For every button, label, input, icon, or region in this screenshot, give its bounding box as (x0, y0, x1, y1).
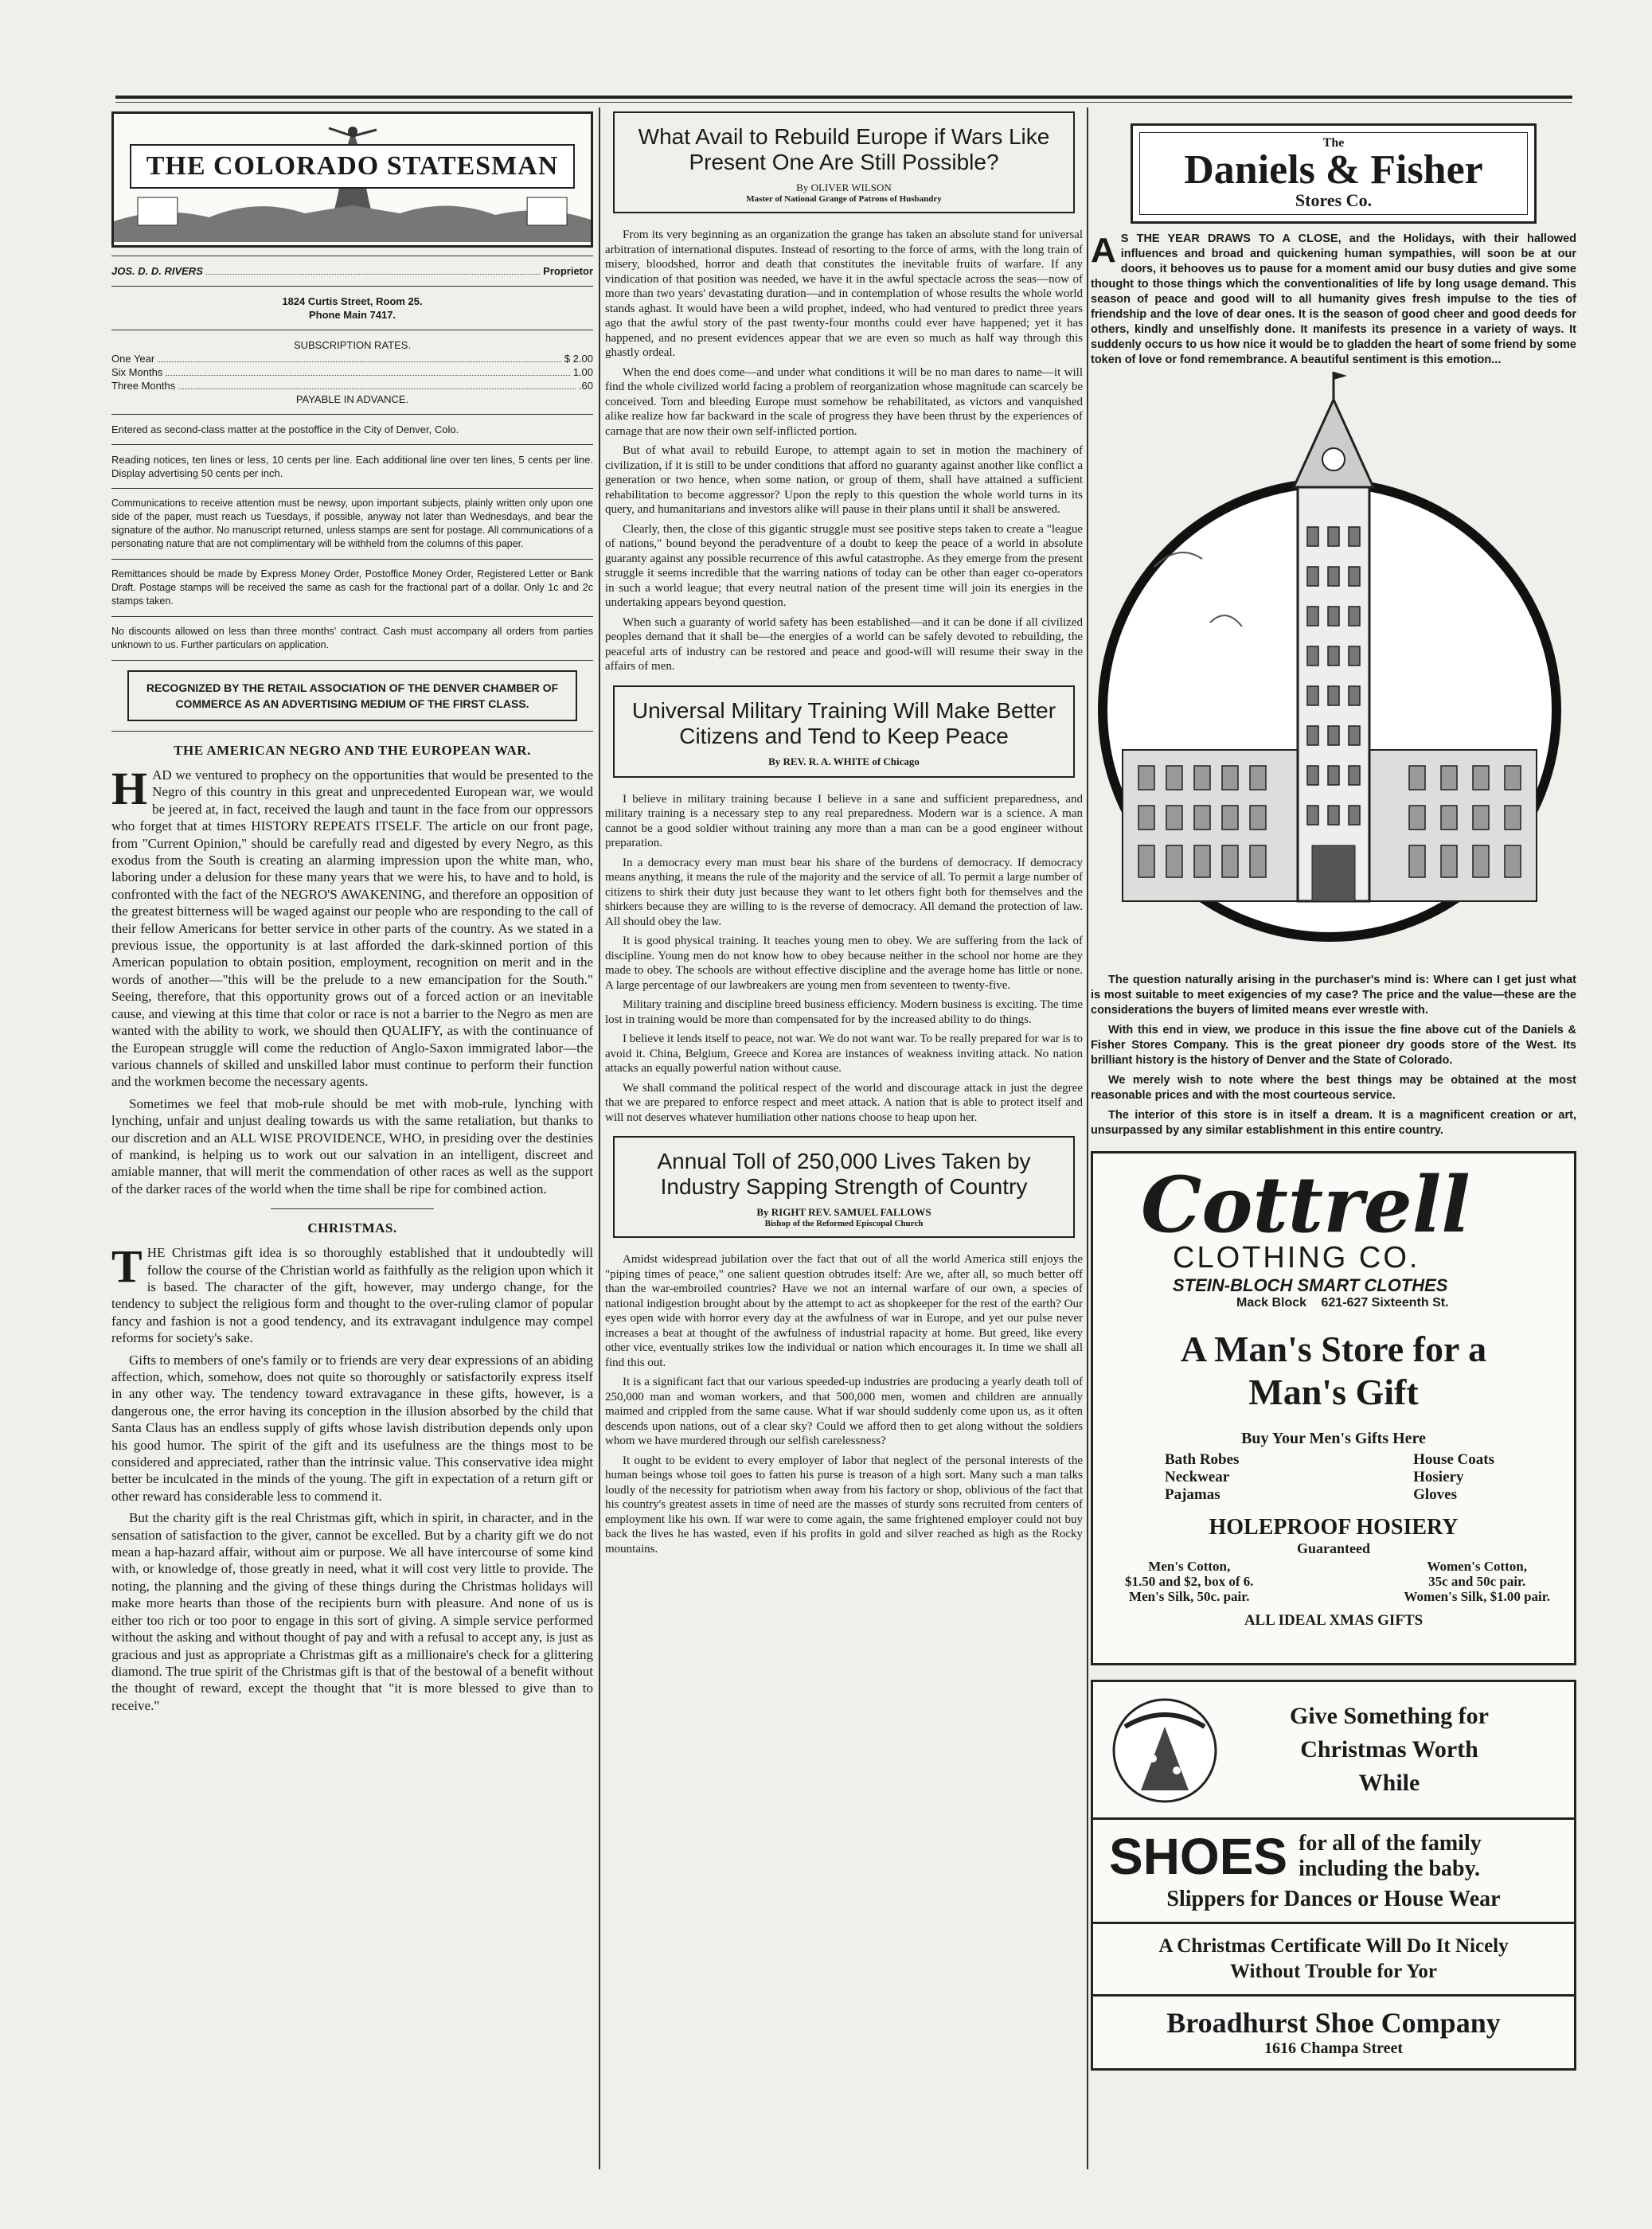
article-paragraph: Clearly, then, the close of this gigantic struggle must see positive steps taken to create a "league of nations," bound beyond the peradventure of a doubt to keep the peace of a world in absolute guaranty against any possible recurrence of this awful catastrophe. As they emerge from the present struggle it seems incredible that the warring nations of today can be other than eager co-operators in such a world league; that every neutral nation of the present time will join its energies in the undertaking appears beyond question. (605, 522, 1083, 609)
ad-paragraph: With this end in view, we produce in this issue the fine above cut of the Daniels & Fisher Stores Company. This is the great pioneer dry goods store of the West. Its brilliant history is the history of Denver and the State of Colorado. (1091, 1024, 1576, 1067)
article-paragraph: Amidst widespread jubilation over the fact that out of all the world America still enjoys the "piping times of peace," one salient question obtrudes itself: Are we, after all, so much better off than the war-embroiled countries? Have we not an internal warfare of our own, a species of national indigestion brought about by the attempt to act as shopkeeper for the rest of the earth? Our eyes open wide with horror every day at the awfulness of war in Europe, and yet our pulse never increases a beat at thought of the awfulness of industrial rapacity at home. But greed, like every other vice, eventually strikes low the individual or nation which encourages it. In time we shall all find this out. (605, 1253, 1083, 1369)
article-paragraph: But the charity gift is the real Christmas gift, which in spirit, in character, and in the sensation of satisfaction to the giver, cannot be excelled. But by a charity gift we do not mean a hap-hazard affair, without aim or purpose. We all have intercourse of some kind with, or knowledge of, those greatly in need, what it will cost very little to provide. The noting, the planning and the giving of these things during the Christmas holidays will make more hearts than those of the recipients burn with pleasure. And none of us is either too rich or too poor to engage in this sort of giving. A simple service performed without the asking and without thought of pay and with a refusal to accept any, is just as gracious and just as appropriate a Christmas gift as a millionaire's check for a glittering diamond. The true spirit of the Christmas gift is that of the bestowal of a benefit without the thought of reward, except the thought that "it is more blessed to give than to receive." (111, 1510, 593, 1713)
headline: Annual Toll of 250,000 Lives Taken by Industry Sapping Strength of Country (657, 1149, 1031, 1199)
payable-notice: PAYABLE IN ADVANCE. (295, 393, 409, 405)
column-divider (599, 107, 600, 2169)
article-paragraph: When the end does come—and under what conditions it will be no man dares to name—it will find the whole civilized world facing a problem of reorganization whose magnitude can scarcely be conceived. Torn and bleeding Europe must somehow be rehabilitated, as victors and vanquished alike realize how far backward in the scale of progress they have been thrust by the experiences of carnage that are now their own self-inflicted portion. (605, 365, 1083, 438)
proprietor-name: JOS. D. D. RIVERS (111, 265, 203, 277)
gift-item: Neckwear (1165, 1469, 1230, 1485)
column-divider (1087, 107, 1088, 2169)
article-paragraph: It is a significant fact that our various speeded-up industries are producing a yearly death toll of 250,000 man and woman workers, and that 500,000 men, women and children are annually maimed and crippled from the same cause. What if war should suddenly come upon us, as it often descends upon nations, out of a clear sky? Could we afford then to get along without the soldiers whom we have murdered through our selfish carelessness? (605, 1376, 1083, 1447)
subscription-row (111, 365, 593, 379)
headline: What Avail to Rebuild Europe if Wars Like Present One Are Still Possible? (638, 124, 1050, 174)
article-title: THE AMERICAN NEGRO AND THE EUROPEAN WAR. (174, 743, 531, 758)
masthead (111, 111, 593, 248)
broadhurst-ad (1091, 1680, 1576, 2071)
subscription-label: Six Months (111, 366, 163, 378)
cottrell-address: 621-627 Sixteenth St. (1321, 1296, 1449, 1310)
headline: Universal Military Training Will Make Better Citizens and Tend to Keep Peace (631, 697, 1056, 748)
masthead-title: THE COLORADO STATESMAN (130, 144, 575, 189)
cottrell-ad (1091, 1151, 1576, 1665)
cottrell-mack: Mack Block (1236, 1296, 1307, 1310)
subscription-rates (111, 352, 593, 392)
family-line: including the baby. (1299, 1856, 1481, 1881)
give-line: While (1358, 1770, 1420, 1796)
subscription-label: One Year (111, 353, 155, 365)
subscription-row (111, 379, 593, 392)
shoes-title: SHOES (1109, 1828, 1288, 1885)
subscription-price: $ 2.00 (564, 353, 593, 365)
daniels-logo (1131, 123, 1537, 224)
address: 1824 Curtis Street, Room 25. (282, 295, 423, 307)
mens-silk: Men's Silk, 50c. pair. (1129, 1589, 1250, 1604)
cottrell-headline: A Man's Store for a (1180, 1329, 1487, 1369)
mens-cotton: Men's Cotton, (1148, 1559, 1231, 1574)
discounts-notice: No discounts allowed on less than three months' contract. Cash must accompany all orders from parties unknown to us. Further particulars on application. (111, 626, 593, 650)
hosiery-guaranteed: Guaranteed (1297, 1540, 1370, 1556)
cottrell-footer: ALL IDEAL XMAS GIFTS (1244, 1612, 1424, 1629)
cottrell-headline: Man's Gift (1248, 1372, 1419, 1412)
byline: By RIGHT REV. SAMUEL FALLOWS (756, 1206, 931, 1218)
proprietor-label: Proprietor (543, 265, 593, 277)
give-line: Christmas Worth (1300, 1736, 1478, 1763)
christmas-wreath-icon (1109, 1695, 1220, 1806)
family-line: for all of the family (1299, 1831, 1482, 1856)
cottrell-items-left (1165, 1451, 1239, 1504)
store-tower-illustration (1091, 368, 1568, 973)
byline-affiliation: Bishop of the Reformed Episcopal Church (764, 1219, 924, 1228)
subscription-price: 1.00 (572, 366, 593, 378)
article-paragraph: I believe it lends itself to peace, not war. We do not want war. To be really prepared for war is to avoid it. China, Belgium, Greece and Korea are instances of weakness inviting attack. No nation attacks an equally powerful nation without cause. (605, 1033, 1083, 1075)
mens-price: $1.50 and $2, box of 6. (1125, 1574, 1254, 1589)
top-rule-thin (115, 102, 1572, 103)
subscription-row (111, 352, 593, 365)
article-paragraph: Military training and discipline breed business efficiency. Modern business is exciting. The time lost in training would be more than compensated for by the increased ability to do things. (605, 998, 1083, 1026)
cottrell-buy: Buy Your Men's Gifts Here (1241, 1430, 1426, 1447)
communications-notice: Communications to receive attention must be newsy, upon important subjects, plainly written only upon one side of the paper, must reach us Tuesdays, if possible, anyway not later than Wednesdays, and bear the signature of the author. No manuscript returned, unless stamps are sent for postage. All communications of a personating nature that are not complimentary will be withheld from the columns of this paper. (111, 498, 593, 549)
top-rule (115, 96, 1572, 99)
logo-name: Daniels & Fisher (1184, 147, 1483, 193)
gift-item: Hosiery (1413, 1469, 1464, 1485)
headline-box (613, 111, 1075, 213)
article-paragraph: HE Christmas gift idea is so thoroughly established that it undoubtedly will follow the course of the Christian world as faithfully as the religion upon which it is based. The character of the gift, however, may undergo change, for the tendency to subject the religious form and thought to the over-ruling clamor of popular fancy and fashion is not a good tendency, and its extravagant indulgence may compel reforms for society's sake. (111, 1245, 593, 1346)
headline-box (613, 685, 1075, 778)
give-line: Give Something for (1290, 1703, 1489, 1729)
article-paragraph: It is good physical training. It teaches young men to obey. We are suffering from the lack of discipline. Young men do not know how to obey because neither in the school nor home are they made to obey. The schools are without effective discipline and the average home has little or none. A large percentage of our lawbreakers are young men from seventeen to twenty-five. (605, 935, 1083, 992)
article-paragraph: But of what avail to rebuild Europe, to attempt again to set in motion the machinery of civilization, if it is still to be under conditions that afford no guaranty against another like conflict a generation or two hence, when some nation, or group of them, shall have attained a sufficient rehabilitation to become aggressor? Upon the reply to this question the whole world turns in its query, and humanitarians and investors alike will pause in their plans until it shall be answered. (605, 444, 1083, 516)
dropcap: A (1091, 231, 1116, 270)
dropcap: T (111, 1240, 143, 1293)
gift-item: Bath Robes (1165, 1451, 1240, 1468)
recognized-box: RECOGNIZED BY THE RETAIL ASSOCIATION OF THE DENVER CHAMBER OF COMMERCE AS AN ADVERTISING MEDIUM OF THE FIRST CLASS. (127, 670, 577, 721)
subscription-label: Three Months (111, 380, 176, 392)
gift-item: Gloves (1413, 1486, 1458, 1503)
article-paragraph: When such a guaranty of world safety has been established—and it can be done if all civilized peoples demand that it shall be—the energies of a world can be safely devoted to rebuilding, the peaceful arts of industry can be restored and peace and good-will will resume their sway in the affairs of men. (605, 615, 1083, 673)
article-paragraph: AD we ventured to prophecy on the opportunities that would be presented to the Negro of this country in this great and unprecedented European war, we would be jeered at, in fact, received the laugh and taunt in the face from our oppressors who forget that at times HISTORY REPEATS ITSELF. The article on our front page, from "Current Opinion," should be carefully read and digested by every Negro, as this exodus from the South is creating an alarming impression upon the white man, who, laboring under a delusion for these many years that we were his, to have and to hold, is confronted with the fact of the NEGRO'S AWAKENING, and therefore an opposition of the greatest bitterness will be waged against our people who are responding to the call of their fellow Americans for better service in other parts of the country. As we stated in a previous issue, the opportunity is at last afforded the dark-skinned portion of this American population to obtain position, employment, recognition on merit and in the words of another—"this will be the prelude to a new emancipation for the South." Seeing, therefore, that this opportunity grows out of a forced action or an inevitable cause, and viewing at this time that color or race is not a barrier to the Negro as men are wanted with the ability to work, we should then QUALIFY, as with the continuance of the European struggle will come the reduction of Anglo-Saxon immigrated labor—the various channels of skilled and unskilled labor must continue to perform their function and the workmen become the necessary agents. (111, 767, 593, 1090)
article-paragraph: Gifts to members of one's family or to friends are very dear expressions of an abiding affection, which, somehow, does not quite so thoroughly or satisfactorily express itself in any other way. The tendency toward extravagance in these gifts, however, is a dangerous one, the error having its conception in the illusion absorbed by the child that Santa Claus has an endless supply of gifts whose lavish distribution depends only upon his good humor. The spirit of the gift and its usefulness are the things most to be considered and appreciated, rather than the intrinsic value. This conservative idea might better be inculcated in the minds of the young. The gift in expectation of a return gift or other reward has considerable less to commend it. (111, 1352, 593, 1504)
logo-the: The (1322, 136, 1345, 150)
article-title: CHRISTMAS. (307, 1220, 397, 1236)
headline-box (613, 1136, 1075, 1238)
cottrell-logo: Cottrell (1141, 1160, 1470, 1250)
slippers-line: Slippers for Dances or House Wear (1166, 1887, 1501, 1911)
column-middle (605, 111, 1083, 1561)
ad-paragraph: The interior of this store is in itself a dream. It is a magnificent creation or art, unsurpassed by any similar establishment in this entire country. (1091, 1109, 1576, 1137)
daniels-fisher-ad (1091, 123, 1576, 1138)
masthead-scenery-icon (114, 189, 591, 242)
column-left (111, 111, 593, 1719)
article-paragraph: It ought to be evident to every employer of labor that neglect of the personal interests of the human beings whose toil goes to fatten his purse is treason of a high sort. Many such a man talks loudly of the necessity for patriotism when away from his factory or shop, oblivious of the fact that his country's greatest assets in time of need are the masses of sturdy sons recruited from centers of employment like his own. If war were to come again, the same frightened employer could not buy back the lives he has wasted, even if his profits in gold and silver reached as high as the Rocky mountains. (605, 1454, 1083, 1556)
womens-cotton: Women's Cotton, (1427, 1559, 1528, 1574)
womens-price: 35c and 50c pair. (1428, 1574, 1526, 1589)
subscription-heading: SUBSCRIPTION RATES. (293, 339, 412, 351)
article-paragraph: Sometimes we feel that mob-rule should be met with mob-rule, lynching with lynching, unfair and unjust dealing towards us with the same retaliation, but thanks to our discretion and an ALL WISE PROVIDENCE, WHO, in presiding over the destinies of mankind, is helping us to work out our salvation in an intelligent, discreet and amiable manner, that will merit the commendation of other races as well as the support of the darker races of the world when the time shall be ripe for combined action. (111, 1095, 593, 1196)
gift-item: House Coats (1413, 1451, 1494, 1468)
womens-silk: Women's Silk, $1.00 pair. (1404, 1589, 1550, 1604)
logo-stores: Stores Co. (1295, 190, 1373, 210)
certificate-line: A Christmas Certificate Will Do It Nicely (1158, 1935, 1509, 1957)
cottrell-items-right (1413, 1451, 1494, 1504)
hosiery-title: HOLEPROOF HOSIERY (1209, 1515, 1459, 1540)
article-paragraph: In a democracy every man must bear his share of the burdens of democracy. If democracy means anything, it means the rule of the majority and the service of all. To permit a large number of citizens to shirk their duty just because they want to let others fight both for themselves and the shirkers because they are willing to is the reverse of democracy. All demand the protection of law. All should obey the law. (605, 856, 1083, 928)
subscription-price: .60 (578, 380, 593, 392)
dropcap: H (111, 763, 148, 814)
remittances-notice: Remittances should be made by Express Money Order, Postoffice Money Order, Registered Letter or Bank Draft. Postage stamps will be received the same as cash for the fractional part of a dollar. Only 1c and 2c stamps taken. (111, 568, 593, 607)
byline: By OLIVER WILSON (796, 182, 892, 193)
gift-item: Pajamas (1165, 1486, 1220, 1503)
article-paragraph: From its very beginning as an organization the grange has taken an absolute stand for universal arbitration of international disputes. Instead of resorting to the force of arms, with the long train of misery, bloodshed, horror and death that constitutes the inevitable fruits of warfare. If any vindication of that position was needed, we have it in the awful spectacle across the seas—now of more than two years' devastating duration—and in contemplation of whose results the whole world stands aghast. It would have been a wild prophet, indeed, who had ventured to predict three years ago that the awful story of the past twenty-four months could ever have happened; yet it has happened, and no present evidences appear that we are even so much as half way through this ghastly ordeal. (605, 228, 1083, 359)
ad-intro: S THE YEAR DRAWS TO A CLOSE, and the Holidays, with their hallowed influences and broad and quickening human sympathies, will soon be at our doors, it behooves us to pause for a moment amid our busy duties and give some thought to those things which the conventionalities of life by long usage demand. This season of peace and good will to all humanity gives fresh impulse to the ties of friendship and the love of dear ones. It is the season of good cheer and good deeds for others, kindly and unselfishly done. It manifests its presence in a variety of ways. It suddenly occurs to us how nice it would be to gladden the heart of some friend by some token of love or fond remembrance. A beautiful sentiment is this emotion... (1091, 232, 1576, 366)
article-paragraph: I believe in military training because I believe in a sane and sufficient preparedness, and military training is a necessary step to any real preparedness. Modern war is a science. A man cannot be a good soldier without training any more than a man can be a good engineer without preparation. (605, 792, 1083, 849)
article-paragraph: We shall command the political respect of the world and discourage attack in just the degree that we are prepared to enforce respect and meet attack. A nation that is able to protect itself and will not deserves whatever humiliation other nations choose to heap upon her. (605, 1081, 1083, 1124)
entered-notice: Entered as second-class matter at the postoffice in the City of Denver, Colo. (111, 424, 459, 435)
broadhurst-street: 1616 Champa Street (1263, 2040, 1404, 2057)
certificate-line: Without Trouble for Yor (1230, 1961, 1437, 1982)
ad-paragraph: We merely wish to note where the best things may be obtained at the most reasonable prices and with the most courteous service. (1091, 1074, 1576, 1102)
byline-affiliation: Master of National Grange of Patrons of Husbandry (746, 194, 942, 204)
cottrell-clothing: CLOTHING CO. (1173, 1241, 1420, 1275)
broadhurst-company: Broadhurst Shoe Company (1166, 2007, 1501, 2039)
reading-notice: Reading notices, ten lines or less, 10 cents per line. Each additional line over ten lines, 5 cents per line. Display advertising 50 cents per inch. (111, 454, 593, 479)
cottrell-brand: STEIN-BLOCH SMART CLOTHES (1173, 1275, 1448, 1295)
column-right (1091, 111, 1576, 2085)
phone: Phone Main 7417. (308, 309, 396, 321)
byline: By REV. R. A. WHITE of Chicago (768, 755, 920, 767)
ad-paragraph: The question naturally arising in the purchaser's mind is: Where can I get just what is most suitable to meet exigencies of my case? The price and the value—these are the considerations the buyers of limited means ever wrestle with. (1091, 974, 1576, 1017)
